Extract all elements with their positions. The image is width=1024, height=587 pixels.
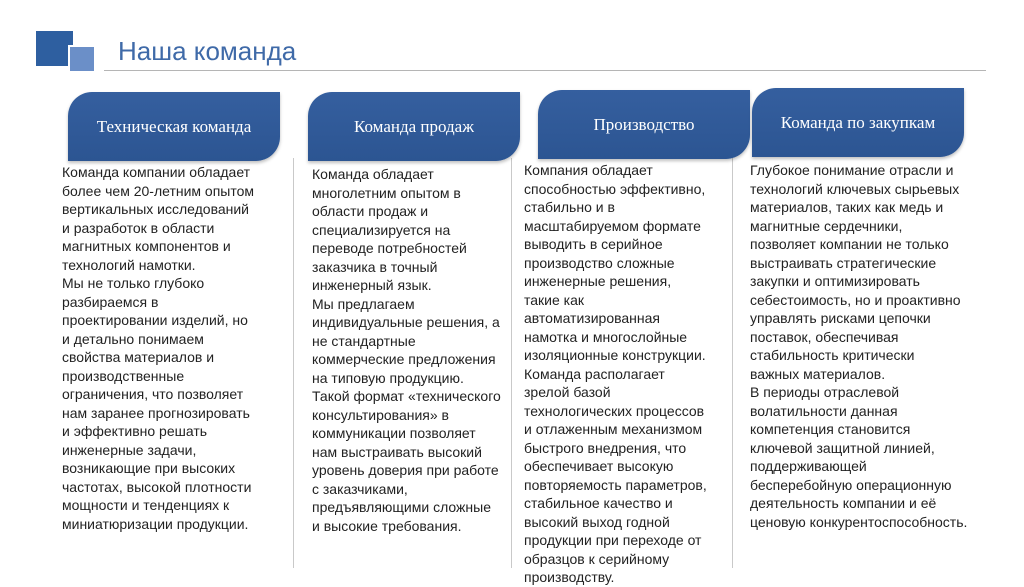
technical-team-description: Команда компании обладает более чем 20-летним опытом вертикальных исследований и разработок в области магнитных компонентов и технологий намотки. Мы не только глубоко разбираемся в проектировании изделий, но и детально понимаем свойства материалов и производственные ограничения, что позволяет нам заранее прогнозировать и эффективно решать инженерные задачи, возникающие при высоких частотах, высокой плотности мощности и тенденциях к миниатюризации продукции.	[62, 164, 255, 532]
header-technical-team: Техническая команда	[68, 92, 280, 161]
column-divider	[293, 158, 294, 568]
header-production: Производство	[538, 90, 750, 159]
sales-team-description: Команда обладает многолетним опытом в области продаж и специализируется на переводе потребностей заказчика в точный инженерный язык. Мы предлагаем индивидуальные решения, а не стандартные коммерческие предложения на типовую продукцию. Такой формат «технического консультирования» в коммуникации позволяет нам выстраивать высокий уровень доверия при работе с заказчиками, предъявляющими сложные и высокие требования.	[312, 166, 501, 534]
title-divider	[104, 70, 986, 71]
logo-square-light	[68, 45, 96, 73]
header-procurement-team: Команда по закупкам	[752, 88, 964, 157]
page-title: Наша команда	[118, 36, 297, 66]
column-divider	[732, 158, 733, 568]
header-sales-team: Команда продаж	[308, 92, 520, 161]
production-description: Компания обладает способностью эффективно, стабильно и в масштабируемом формате выводить в серийное производство сложные инженерные решения, такие как автоматизированная намотка и многослойные изоляционные конструкции. Команда располагает зрелой базой технологических процессов и отлаженным механизмом быстрого внедрения, что обеспечивает высокую повторяемость параметров, стабильное качество и высокий выход годной продукции при переходе от образцов к серийному производству.	[524, 162, 707, 585]
procurement-team-description: Глубокое понимание отрасли и технологий ключевых сырьевых материалов, таких как медь и магнитные сердечники, позволяет компании не только выстраивать стратегические закупки и оптимизировать себестоимость, но и проактивно управлять рисками цепочки поставок, обеспечивая стабильность критически важных материалов. В периоды отраслевой волатильности данная компетенция становится ключевой защитной линией, поддерживающей бесперебойную операционную деятельность компании и её ценовую конкурентоспособность.	[750, 162, 968, 530]
